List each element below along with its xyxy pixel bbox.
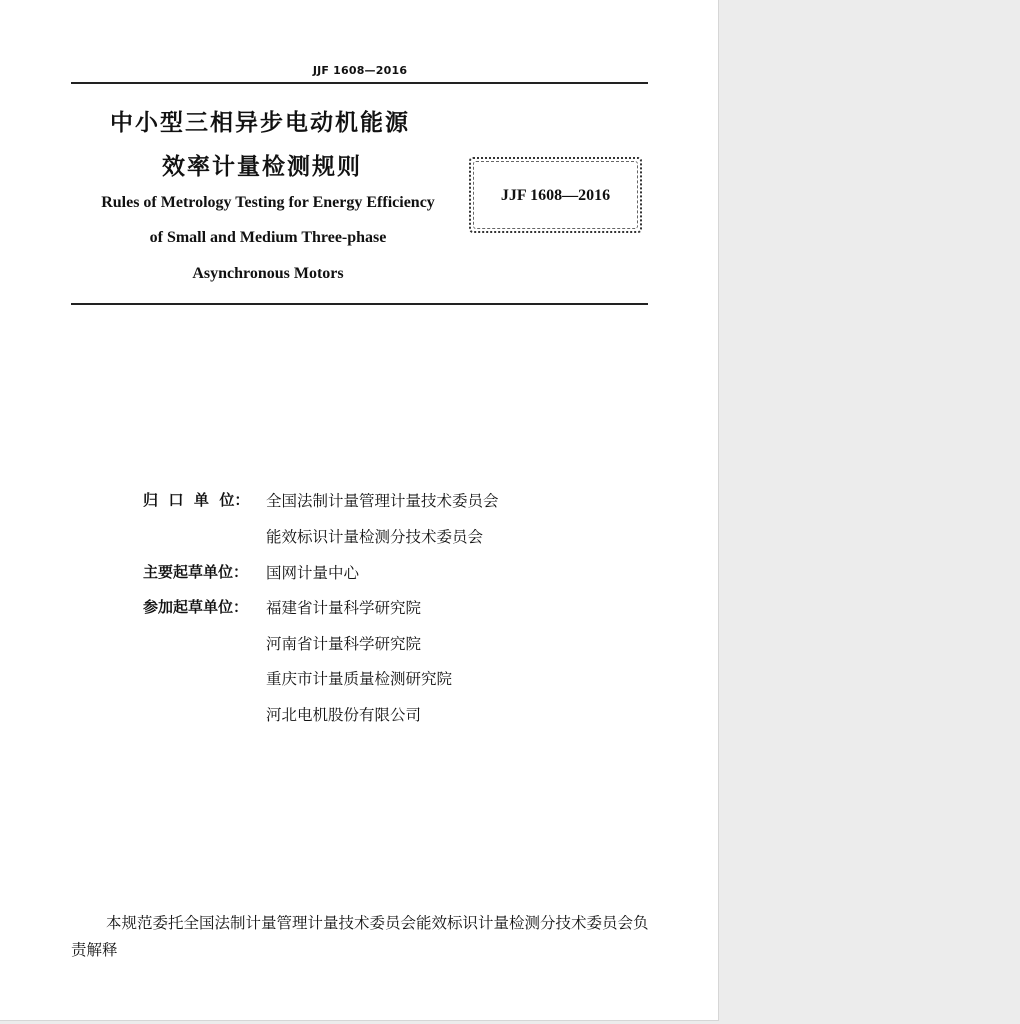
participating-unit-3: 重庆市计量质量检测研究院: [266, 670, 453, 688]
running-head: JJF 1608—2016: [312, 64, 408, 77]
participating-label: 参加起草单位：: [143, 598, 249, 616]
interpretation-note: 本规范委托全国法制计量管理计量技术委员会能效标识计量检测分技术委员会负责解释: [71, 914, 649, 959]
title-cn-line-2: 效率计量检测规则: [162, 154, 362, 180]
main-drafting-unit-1: 国网计量中心: [266, 564, 360, 582]
participating-unit-4: 河北电机股份有限公司: [266, 706, 422, 724]
title-en-line-2: of Small and Medium Three-phase: [149, 229, 387, 246]
participating-unit-2: 河南省计量科学研究院: [266, 635, 422, 653]
responsible-unit-2: 能效标识计量检测分技术委员会: [266, 528, 484, 546]
title-en-line-3: Asynchronous Motors: [192, 265, 344, 282]
responsible-unit-1: 全国法制计量管理计量技术委员会: [266, 492, 499, 510]
top-rule: [71, 82, 648, 84]
responsible-unit-label: 归 口 单 位：: [143, 491, 250, 509]
standard-code: JJF 1608—2016: [500, 187, 611, 204]
title-en-line-1: Rules of Metrology Testing for Energy Efficiency: [101, 194, 435, 211]
participating-unit-1: 福建省计量科学研究院: [266, 599, 422, 617]
standard-code-box: [469, 157, 642, 233]
main-drafting-label: 主要起草单位：: [143, 563, 249, 581]
title-cn-line-1: 中小型三相异步电动机能源: [110, 110, 410, 136]
bottom-rule: [71, 303, 648, 305]
